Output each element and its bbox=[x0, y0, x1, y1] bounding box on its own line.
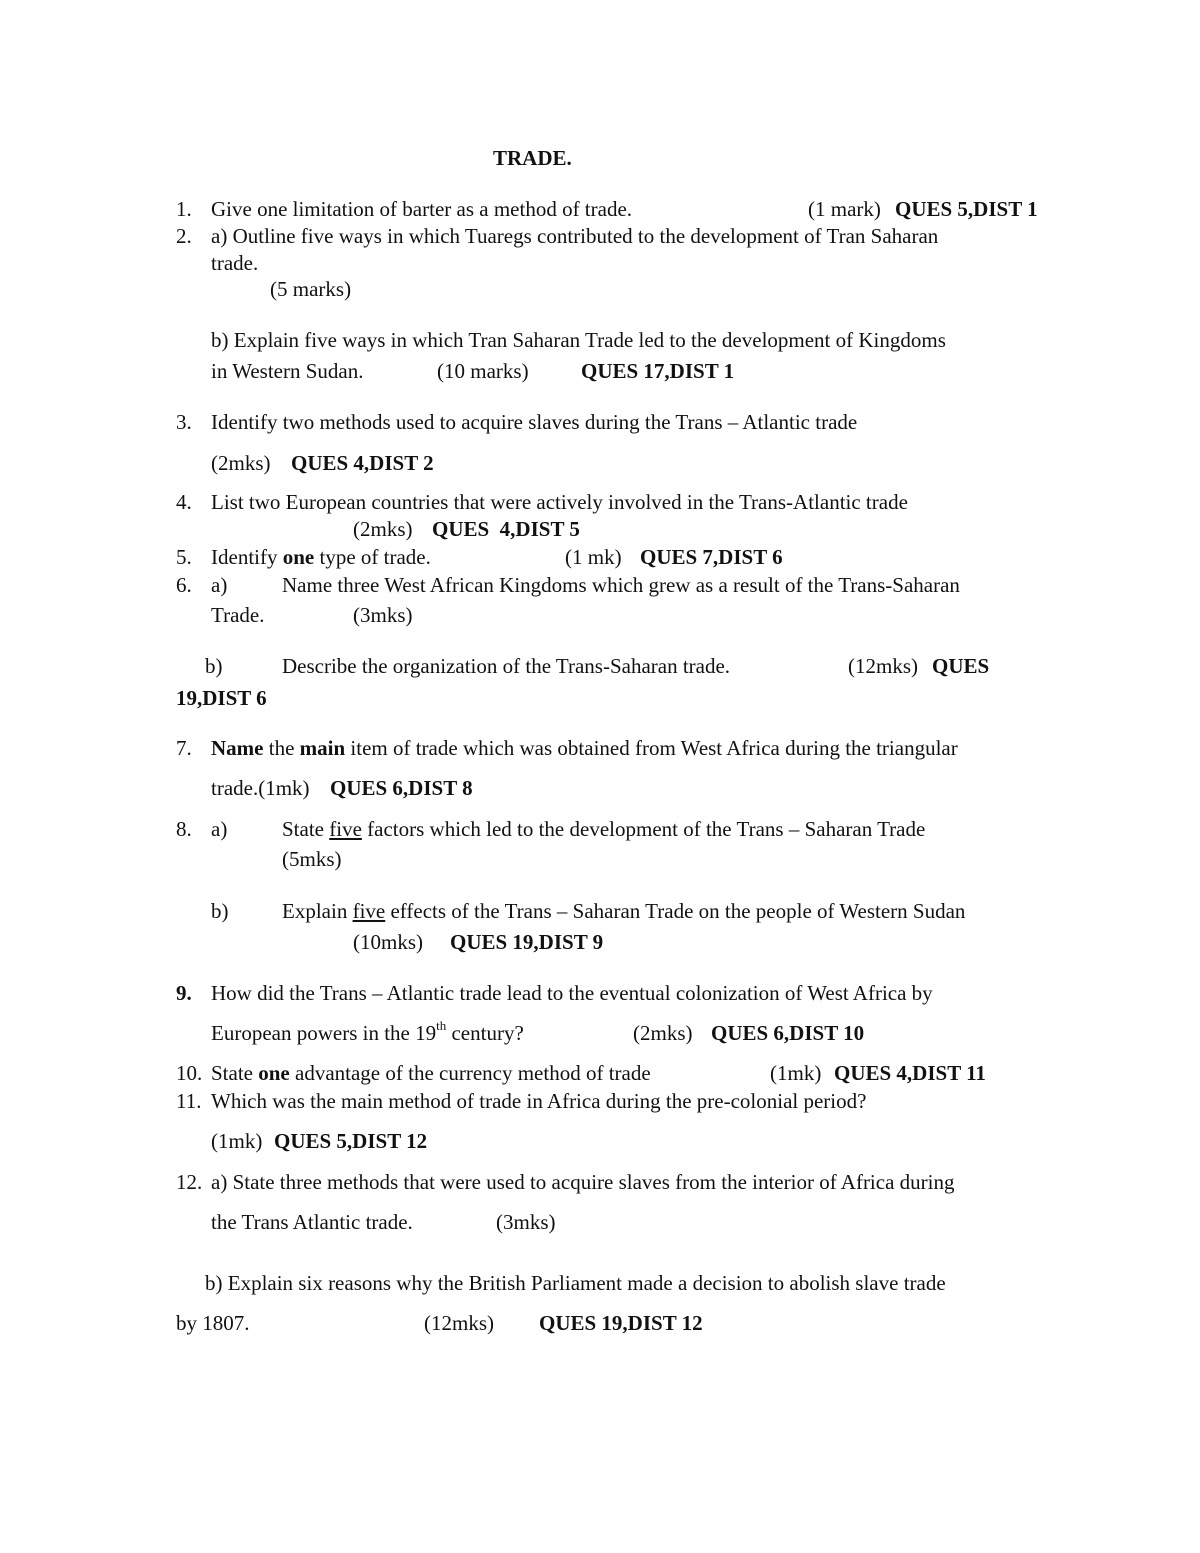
question-text-part: European powers in the 19 bbox=[211, 1021, 437, 1045]
question-text bbox=[282, 899, 965, 923]
question-reference-text: QUES 4,DIST 2 bbox=[291, 451, 434, 475]
sub-question-label: a) bbox=[211, 817, 228, 841]
question-text: Trade. bbox=[211, 603, 265, 627]
question-reference bbox=[640, 545, 783, 569]
question-emphasis: main bbox=[299, 736, 346, 760]
question-marks: (5mks) bbox=[282, 847, 342, 871]
question-text bbox=[211, 736, 958, 760]
question-text: trade.(1mk) bbox=[211, 776, 310, 800]
question-marks: (10mks) bbox=[353, 930, 423, 954]
question-text: b) Explain five ways in which Tran Saharan Trade led to the development of Kingdoms bbox=[211, 328, 946, 352]
question-text-part: century? bbox=[446, 1021, 524, 1045]
question-underline: five bbox=[329, 817, 362, 841]
question-number: 4. bbox=[176, 490, 192, 514]
question-reference bbox=[834, 1061, 986, 1085]
question-reference-text: QUES 19,DIST 9 bbox=[450, 930, 604, 954]
question-reference-text: QUES 4,DIST 5 bbox=[432, 517, 580, 541]
question-reference-text: QUES 6,DIST 8 bbox=[330, 776, 473, 800]
question-text-part: Identify bbox=[211, 545, 283, 569]
question-marks: (12mks) bbox=[848, 654, 918, 678]
question-reference bbox=[539, 1311, 703, 1335]
question-reference bbox=[932, 654, 989, 678]
question-marks: (3mks) bbox=[353, 603, 413, 627]
superscript: th bbox=[436, 1018, 447, 1033]
question-text: List two European countries that were actively involved in the Trans-Atlantic trade bbox=[211, 490, 908, 514]
question-text: by 1807. bbox=[176, 1311, 250, 1335]
question-emphasis: Name bbox=[211, 736, 264, 760]
question-marks: (2mks) bbox=[211, 451, 271, 475]
question-number: 11. bbox=[176, 1089, 202, 1113]
question-reference bbox=[432, 517, 580, 541]
question-text: in Western Sudan. bbox=[211, 359, 364, 383]
question-text: a) State three methods that were used to acquire slaves from the interior of Africa during bbox=[211, 1170, 955, 1194]
sub-question-label: b) bbox=[211, 899, 229, 923]
question-text: trade. bbox=[211, 251, 259, 275]
question-number-text: 9. bbox=[176, 981, 192, 1005]
question-number bbox=[176, 981, 192, 1005]
question-reference bbox=[895, 197, 1038, 221]
question-text-part: the bbox=[263, 736, 300, 760]
question-marks: (10 marks) bbox=[437, 359, 529, 383]
question-reference-text: 19,DIST 6 bbox=[176, 686, 267, 710]
question-underline: five bbox=[352, 899, 386, 923]
question-emphasis: one bbox=[282, 545, 315, 569]
question-emphasis: one bbox=[258, 1061, 290, 1085]
question-marks: (2mks) bbox=[633, 1021, 693, 1045]
question-number: 2. bbox=[176, 224, 192, 248]
question-number: 12. bbox=[176, 1170, 203, 1194]
question-text-part: State bbox=[282, 817, 330, 841]
question-reference bbox=[274, 1129, 427, 1153]
question-reference-text: QUES 17,DIST 1 bbox=[581, 359, 735, 383]
question-reference-text: QUES 5,DIST 1 bbox=[895, 197, 1038, 221]
question-number: 3. bbox=[176, 410, 192, 434]
question-text: Name three West African Kingdoms which grew as a result of the Trans-Saharan bbox=[282, 573, 960, 597]
question-reference bbox=[176, 686, 267, 710]
question-reference-text: QUES 5,DIST 12 bbox=[274, 1129, 428, 1153]
page-title: TRADE. bbox=[493, 146, 572, 170]
question-marks: (1 mk) bbox=[565, 545, 622, 569]
question-text: b) Explain six reasons why the British Parliament made a decision to abolish slave trade bbox=[205, 1271, 946, 1295]
question-text-part: type of trade. bbox=[314, 545, 431, 569]
question-text bbox=[282, 817, 925, 841]
sub-question-label: a) bbox=[211, 573, 228, 597]
question-marks: (12mks) bbox=[424, 1311, 494, 1335]
question-text-part: effects of the Trans – Saharan Trade on the people of Western Sudan bbox=[385, 899, 966, 923]
question-text: Which was the main method of trade in Africa during the pre-colonial period? bbox=[211, 1089, 867, 1113]
question-text: How did the Trans – Atlantic trade lead to the eventual colonization of West Africa by bbox=[211, 981, 933, 1005]
question-reference-text: QUES 19,DIST 12 bbox=[539, 1311, 703, 1335]
question-number: 8. bbox=[176, 817, 192, 841]
question-text-part: Explain bbox=[282, 899, 353, 923]
question-reference bbox=[291, 451, 434, 475]
question-reference-text: QUES bbox=[932, 654, 990, 678]
question-marks: (1mk) bbox=[211, 1129, 263, 1153]
question-text-part: factors which led to the development of the Trans – Saharan Trade bbox=[361, 817, 926, 841]
question-text bbox=[211, 545, 431, 569]
question-text-part: item of trade which was obtained from West Africa during the triangular bbox=[345, 736, 958, 760]
question-text: the Trans Atlantic trade. bbox=[211, 1210, 413, 1234]
question-reference-text: QUES 7,DIST 6 bbox=[640, 545, 783, 569]
question-reference bbox=[711, 1021, 864, 1045]
question-reference bbox=[581, 359, 734, 383]
question-marks: (3mks) bbox=[496, 1210, 556, 1234]
question-number: 7. bbox=[176, 736, 192, 760]
question-text: a) Outline five ways in which Tuaregs contributed to the development of Tran Saharan bbox=[211, 224, 939, 248]
question-marks: (1 mark) bbox=[808, 197, 881, 221]
question-text bbox=[211, 1018, 524, 1045]
question-number: 1. bbox=[176, 197, 192, 221]
question-text-part: State bbox=[211, 1061, 259, 1085]
question-text: Give one limitation of barter as a method of trade. bbox=[211, 197, 633, 221]
sub-question-label: b) bbox=[205, 654, 223, 678]
question-reference bbox=[330, 776, 473, 800]
question-number: 10. bbox=[176, 1061, 203, 1085]
question-reference-text: QUES 6,DIST 10 bbox=[711, 1021, 865, 1045]
question-text: Identify two methods used to acquire slaves during the Trans – Atlantic trade bbox=[211, 410, 858, 434]
question-text: Describe the organization of the Trans-Saharan trade. bbox=[282, 654, 731, 678]
question-text-part: advantage of the currency method of trade bbox=[289, 1061, 651, 1085]
question-marks: (2mks) bbox=[353, 517, 413, 541]
question-number: 5. bbox=[176, 545, 192, 569]
question-reference-text: QUES 4,DIST 11 bbox=[834, 1061, 986, 1085]
question-text bbox=[211, 1061, 651, 1085]
question-number: 6. bbox=[176, 573, 192, 597]
question-marks: (1mk) bbox=[770, 1061, 822, 1085]
question-marks: (5 marks) bbox=[270, 277, 352, 301]
question-reference bbox=[450, 930, 603, 954]
